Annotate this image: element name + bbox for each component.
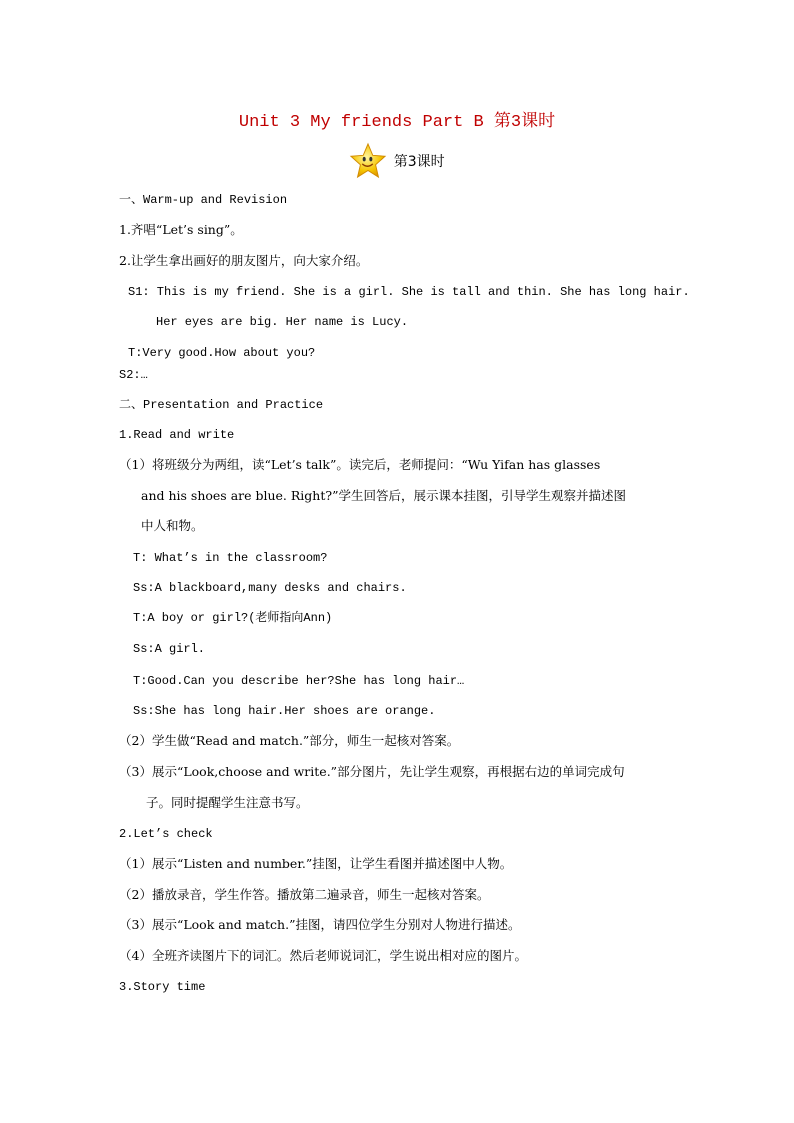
line-step-1-2: （2）学生做“Read and match.”部分，师生一起核对答案。: [119, 733, 460, 748]
line-step-1-1: （1）将班级分为两组，读“Let’s talk”。读完后，老师提问：“Wu Yifan has glasses: [119, 457, 601, 472]
subtitle: [0, 142, 794, 180]
line-t-classroom: T: What’s in the classroom?: [133, 551, 328, 565]
line-t-describe: T:Good.Can you describe her?She has long hair…: [133, 674, 465, 688]
line-sing: 1.齐唱“Let’s sing”。: [119, 222, 243, 237]
line-step-1-3-cont: 子。同时提醒学生注意书写。: [146, 795, 309, 810]
line-lets-check: 2.Let’s check: [119, 827, 213, 841]
line-s1-intro-cont: Her eyes are big. Her name is Lucy.: [156, 315, 409, 329]
line-step-1-1-cont: and his shoes are blue. Right?”学生回答后，展示课本挂图，引导学生观察并描述图: [141, 488, 626, 503]
line-ss-a-girl: Ss:A girl.: [133, 642, 206, 656]
page-title: Unit 3 My friends Part B 第3课时: [238, 113, 556, 132]
line-step-2-2: （2）播放录音，学生作答。播放第二遍录音，师生一起核对答案。: [119, 887, 490, 902]
line-t-very-good: T:Very good.How about you?: [128, 346, 316, 360]
smiling-star-icon: [349, 142, 387, 180]
line-friend-pictures: 2.让学生拿出画好的朋友图片，向大家介绍。: [119, 253, 369, 268]
line-ss-long-hair: Ss:She has long hair.Her shoes are orange.: [133, 704, 436, 718]
line-t-boy-or-girl: T:A boy or girl?(老师指向Ann): [133, 611, 333, 625]
subtitle-text: 第3课时: [393, 154, 445, 170]
line-s1-intro: S1: This is my friend. She is a girl. She is tall and thin. She has long hair.: [128, 285, 690, 299]
line-step-2-3: （3）展示“Look and match.”挂图，请四位学生分别对人物进行描述。: [119, 917, 521, 932]
line-ss-blackboard: Ss:A blackboard,many desks and chairs.: [133, 581, 407, 595]
line-story-time: 3.Story time: [119, 980, 206, 994]
line-presentation-heading: 二、Presentation and Practice: [119, 398, 324, 412]
line-step-1-3: （3）展示“Look,choose and write.”部分图片，先让学生观察，再根据右边的单词完成句: [119, 764, 625, 779]
line-step-2-1: （1）展示“Listen and number.”挂图，让学生看图并描述图中人物。: [119, 856, 513, 871]
line-s2: S2:…: [119, 368, 148, 382]
line-read-and-write: 1.Read and write: [119, 428, 235, 442]
line-warmup-heading: 一、Warm-up and Revision: [119, 193, 288, 207]
line-step-2-4: （4）全班齐读图片下的词汇。然后老师说词汇，学生说出相对应的图片。: [119, 948, 527, 963]
line-step-1-1-cont2: 中人和物。: [141, 518, 204, 533]
